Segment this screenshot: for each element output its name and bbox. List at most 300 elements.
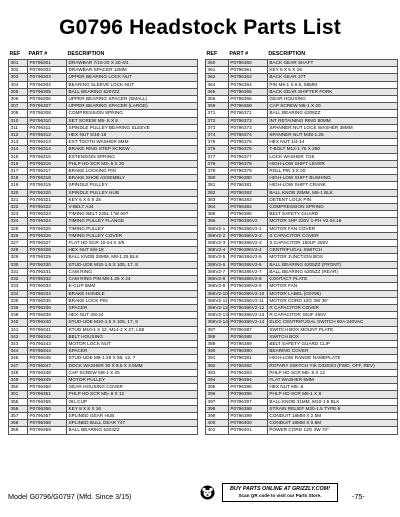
part-number-cell: P0796317 [28,168,67,175]
ref-cell: 302 [9,67,28,74]
table-row [9,146,198,153]
table-row [9,153,198,160]
description-cell: FLAT HD SCR 10-24 X 3/8 [67,240,198,247]
part-number-cell: P0796361 [228,67,267,74]
description-cell: OIL CUP [67,398,198,405]
description-cell: DOCK WASHER 30 X 8.5 X 3.5MM [67,362,198,369]
table-row [206,355,398,362]
description-cell: HEX NUT 5/16-18 [67,132,198,139]
ref-cell: 316 [9,160,28,167]
part-number-cell: P0796312 [28,132,67,139]
part-number-cell: P0796401 [228,427,267,434]
table-row [9,211,198,218]
description-cell: V-BELT A34 [67,204,198,211]
table-row [9,312,198,319]
description-cell: BALL BEARING 6205ZZ (REAR) [267,268,397,275]
part-number-cell: P0796386V2-11 [228,297,267,304]
table-row [206,124,398,131]
description-cell: CENTRIFUGAL SWITCH [267,247,397,254]
ref-cell: 386V2-4 [206,247,229,254]
table-row [9,333,198,340]
ref-cell: 303 [9,74,28,81]
part-number-cell: P0796382 [228,189,267,196]
table-header [206,51,398,60]
part-number-cell: P0796355 [28,398,67,405]
description-cell: CONDUIT 18MM X 0.5M [267,420,397,427]
description-cell: MOTOR FAN [267,283,397,290]
table-row [206,225,398,232]
part-number-cell: P0796306 [28,96,67,103]
description-cell: E-CLIP 5MM [67,283,198,290]
table-row [9,268,198,275]
table-row [206,132,398,139]
description-cell: T-BOLT M12-1.75 X 250 [267,146,397,153]
table-row [206,398,398,405]
part-number-cell: P0796351 [28,391,67,398]
part-number-cell: P0796380 [228,175,267,182]
part-number-cell: P0796390 [228,348,267,355]
ref-cell: 343 [9,340,28,347]
part-number-cell: P0796375 [228,139,267,146]
description-cell: DRAWBAR 7/16-20 X 20-3/4 [67,60,198,67]
description-cell: SWITCH BOX [267,333,397,340]
table-row [9,427,198,434]
ref-cell: 382 [206,189,229,196]
part-number-cell: P0796311 [28,124,67,131]
part-number-cell: P0796384 [228,204,267,211]
table-row [9,384,198,391]
ref-cell: 386V2-9 [206,283,229,290]
part-number-cell: P0796334 [28,290,67,297]
ref-cell: 360 [206,60,229,67]
description-cell: HIGH-LOW SHIFT LEVER [267,160,397,167]
table-row [9,355,198,362]
table-row [206,319,398,326]
table-row [206,175,398,182]
description-cell: COMPRESSION SPRING [67,110,198,117]
ref-cell: 392 [206,362,229,369]
part-number-cell: P0796365 [228,88,267,95]
ref-cell: 333 [9,283,28,290]
description-cell: FLAT WASHER 5MM [267,376,397,383]
ref-cell: 386V2-1 [206,225,229,232]
description-cell: UPPER BEARING SPACER (LARGE) [67,103,198,110]
ref-cell: 313 [9,139,28,146]
table-row [9,261,198,268]
table-row [206,96,398,103]
description-cell: BELT HOUSING [67,333,198,340]
description-cell: STUD-UDE M10-1.5 X 105, 17, 8 [67,319,198,326]
part-number-cell: P0796381 [228,182,267,189]
ref-cell: 399 [206,412,229,419]
description-cell: STRAIN RELIEF M20-1.5 TYPE-5 [267,405,397,412]
table-row [206,376,398,383]
part-number-cell: P0796386V2-3 [228,240,267,247]
part-number-cell: P0796313 [28,139,67,146]
description-cell: STUD-UDE M10-1.5 X 105, 17, 8 [67,261,198,268]
ref-cell: 374 [206,132,229,139]
part-number-cell: P0796344 [28,348,67,355]
table-row [9,96,198,103]
table-row [9,132,198,139]
part-number-cell: P0796386V2 [228,218,267,225]
table-row [9,124,198,131]
ref-cell: 397 [206,398,229,405]
table-row [206,211,398,218]
ref-cell: 386V2-13 [207,312,228,318]
description-cell: BALL KNOB 28MM, M8-1.25 BLK [67,254,198,261]
description-cell: MOTOR LABEL (G0796) [267,290,397,297]
ref-cell: 386V2-7 [206,268,229,275]
ref-cell: 401 [206,427,229,434]
table-row [9,420,198,427]
table-row [9,74,198,81]
part-number-cell: P0796385 [228,211,267,218]
part-number-cell: P0796386V2-5 [228,254,267,261]
part-number-cell: P0796329 [28,254,67,261]
part-number-cell: P0796333 [28,283,67,290]
description-cell: PHLP HD SCR M5-.8 X 12 [67,391,198,398]
ref-cell: 329 [9,254,28,261]
ref-cell: 373 [206,124,229,131]
ref-cell: 391 [206,355,229,362]
ref-cell: 381 [206,182,229,189]
table-row [9,225,198,232]
description-cell: BEARING SLEEVE LOCK NUT [67,81,198,88]
table-row [9,362,198,369]
table-row [206,333,398,340]
description-cell: BRAKE LOCK PIN [67,297,198,304]
header-part: PART # [229,51,249,57]
table-row [206,268,398,275]
description-cell: HEX NUT 3/8-24 [67,312,198,319]
table-row [206,160,398,167]
description-cell: BALL KNOB 31MM, M10-1.5 BLK [267,398,397,405]
table-row [9,319,198,326]
part-number-cell: P0796378 [228,160,267,167]
ref-cell: 315 [9,153,28,160]
description-cell: BACK GEAR 27T [267,74,397,81]
table-row [206,74,398,81]
part-number-cell: P0796399 [228,412,267,419]
ref-cell: 327 [9,240,28,247]
table-row [9,196,198,203]
table-row [9,189,198,196]
table-row [9,182,198,189]
table-row [9,204,198,211]
part-number-cell: P0796391 [228,355,267,362]
table-row [206,297,398,304]
ref-cell: 351 [9,391,28,398]
part-number-cell: P0796348 [28,369,67,376]
description-cell: BALL BEARING 6203ZZ [67,427,198,434]
table-row [9,304,198,311]
part-number-cell: P0796366 [228,96,267,103]
ref-cell: 383 [206,196,229,203]
ref-cell: 331 [9,268,28,275]
table-row [9,297,198,304]
description-cell: SPACER [67,304,198,311]
description-cell: HIGH-LOW SHIFT BUSHING [267,175,397,182]
description-cell: SPANNER NUT M38-1.25 [267,132,397,139]
part-number-cell: P0796362 [228,74,267,81]
part-number-cell: P0796310 [28,117,67,124]
part-number-cell: P0796359 [28,427,67,434]
description-cell: R CAPACITOR COVER [267,304,397,311]
table-row [9,218,198,225]
description-cell: KEY 6 X 6 X 25 [67,196,198,203]
part-number-cell: P0796358 [28,420,67,427]
ref-cell: 362 [206,74,229,81]
table-row [206,340,398,347]
ref-cell: 317 [9,168,28,175]
table-row [9,326,198,333]
ref-cell: 347 [9,362,28,369]
table-row [206,117,398,124]
part-number-cell: P0796386V2-9 [228,283,267,290]
ref-cell: 340 [9,319,28,326]
header-description: DESCRIPTION [67,51,105,57]
description-cell: PHLP HD SCR M6-1 X 8 [267,391,397,398]
description-cell: MOTOR LOCK NUT [67,340,198,347]
parts-table-right [205,51,398,435]
part-number-cell: P0796320 [28,189,67,196]
parts-table-left [8,51,198,435]
ref-cell: 301 [9,60,28,67]
description-cell: BRAKE LOCKING PIN [67,168,198,175]
part-number-cell: P0796377 [228,153,267,160]
part-number-cell: P0796307 [28,103,67,110]
ref-cell: 334 [9,290,28,297]
ref-cell: 400 [206,420,229,427]
ref-cell: 321 [9,196,28,203]
description-cell: UPPER BEARING SPACER (SMALL) [67,96,198,103]
part-number-cell: P0796386V2-14 [228,319,267,326]
ref-cell: 342 [9,333,28,340]
ref-cell: 365 [206,88,229,95]
description-cell: SPINDLE PULLEY HUB [67,189,198,196]
ref-cell: 339 [9,312,28,319]
part-number-cell: P0796326 [28,232,67,239]
part-number-cell: P0796386V2-10 [228,290,267,297]
table-row [206,196,398,203]
buy-parts-headline: BUY PARTS ONLINE AT GRIZZLY.COM! [229,486,331,492]
part-number-cell: P0796386V2-1 [228,225,267,232]
ref-cell: 386V2-14 [207,319,228,325]
part-number-cell: P0796330 [28,261,67,268]
ref-cell: 310 [9,117,28,124]
table-row [9,117,198,124]
ref-cell: 375 [206,139,229,146]
ref-cell: 386V2-10 [207,290,228,296]
ref-cell: 371 [206,110,229,117]
table-row [206,391,398,398]
part-number-cell: P0796396 [228,391,267,398]
table-row [9,340,198,347]
table-row [9,369,198,376]
table-row [9,391,198,398]
ref-cell: 332 [9,276,28,283]
description-cell: S CAPACITOR 150UF 250V [267,240,397,247]
header-ref: REF [9,51,21,57]
description-cell: CAM RING PIN M8-1.25 X 24 [67,276,198,283]
header-description: DESCRIPTION [268,51,306,57]
table-row [9,88,198,95]
part-number-cell: P0796327 [28,240,67,247]
table-row [206,427,398,434]
part-number-cell: P0796357 [28,412,67,419]
table-row [206,312,398,319]
ref-cell: 318 [9,175,28,182]
ref-cell: 377 [206,153,229,160]
description-cell: TIMING PULLEY COVER [67,232,198,239]
description-cell: BALL BEARING 6205ZZ (FRONT) [267,261,397,268]
description-cell: BRAKE HANDLE [67,290,198,297]
ref-cell: 336 [9,304,28,311]
part-number-cell: P0796360 [228,60,267,67]
ref-cell: 385 [206,211,229,218]
description-cell: MOTOR CORD 12G 3W 36" [267,297,397,304]
table-row [206,240,398,247]
table-row [206,139,398,146]
description-cell: HIGH-LOW SHIFT CRANK [267,182,397,189]
part-number-cell: P0796342 [28,333,67,340]
ref-cell: 361 [206,67,229,74]
ref-cell: 384 [206,204,229,211]
part-number-cell: P0796379 [228,168,267,175]
table-row [206,110,398,117]
part-number-cell: P0796340 [28,319,67,326]
description-cell: INT RETAINING RING 80MM [267,117,397,124]
table-row [9,254,198,261]
part-number-cell: P0796373 [228,124,267,131]
table-row [206,182,398,189]
ref-cell: 386V2-6 [206,261,229,268]
buy-parts-subline: Scan QR code to visit our Parts Store. [238,493,322,498]
part-number-cell: P0796349 [28,376,67,383]
ref-cell: 304 [9,81,28,88]
part-number-cell: P0796345 [28,355,67,362]
table-row [206,384,398,391]
part-number-cell: P0796386V2-7 [228,268,267,275]
ref-cell: 395 [206,384,229,391]
part-number-cell: P0796318 [28,175,67,182]
description-cell: UPPER BEARING LOCK NUT [67,74,198,81]
description-cell: KEY 5 X 5 X 15 [267,67,397,74]
buy-parts-box[interactable] [222,483,338,502]
ref-cell: 305 [9,88,28,95]
part-number-cell: P0796386V2-2 [228,232,267,239]
table-row [206,67,398,74]
description-cell: DRAWBAR SPACER 12MM [67,67,198,74]
table-row [206,369,398,376]
table-row [206,232,398,239]
table-row [206,168,398,175]
table-row [9,81,198,88]
part-number-cell: P0796315 [28,153,67,160]
table-row [206,420,398,427]
description-cell: ROLL PIN 3 X 20 [267,168,397,175]
description-cell: BACK GEAR SHIFTER FORK [267,88,397,95]
description-cell: MOTOR PULLEY [67,376,198,383]
part-number-cell: P0796388 [228,333,267,340]
table-row [206,153,398,160]
table-row [9,67,198,74]
part-number-cell: P0796324 [28,218,67,225]
ref-cell: 341 [9,326,28,333]
description-cell: BELT SAFETY GUARD [267,211,397,218]
part-number-cell: P0796394 [228,376,267,383]
description-cell: SPANNER NUT LOCK WASHER 38MM [267,124,397,131]
description-cell: BRAKE RING STEP SCREW [67,146,198,153]
ref-cell: 386V2-8 [206,276,229,283]
ref-cell: 398 [206,405,229,412]
part-number-cell: P0796386V2-12 [228,304,267,311]
description-cell: BALL BEARING 6208ZZ [267,110,397,117]
part-number-cell: P0796386V2-13 [228,312,267,319]
ref-cell: 348 [9,369,28,376]
table-row [206,348,398,355]
description-cell: COMPRESSION SPRING [267,204,397,211]
table-row [206,254,398,261]
ref-cell: 386V2-3 [206,240,229,247]
part-number-cell: P0796389 [228,340,267,347]
description-cell: LOCK WASHER 7/16 [267,153,397,160]
ref-cell: 335 [9,297,28,304]
description-cell: TIMING BELT 225L 1"W 60T [67,211,198,218]
part-number-cell: P0796398 [228,405,267,412]
table-row [9,247,198,254]
ref-cell: 325 [9,225,28,232]
table-row [206,81,398,88]
part-number-cell: P0796332 [28,276,67,283]
part-number-cell: P0796314 [28,146,67,153]
part-number-cell: P0796302 [28,67,67,74]
table-row [9,405,198,412]
description-cell: STUD M10-1 X 12, M14-2 X 27, L58 [67,326,198,333]
description-cell: SWITCH BOX MOUNT PLATE [267,326,397,333]
ref-cell: 393 [206,369,229,376]
ref-cell: 386V2-5 [206,254,229,261]
table-row [9,348,198,355]
part-number-cell: P0796371 [228,110,267,117]
part-number-cell: P0796339 [28,312,67,319]
part-number-cell: P0796305 [28,88,67,95]
ref-cell: 323 [9,211,28,218]
description-cell: HEX NUT 1/4-14 [267,139,397,146]
ref-cell: 369 [206,103,229,110]
ref-cell: 372 [206,117,229,124]
part-number-cell: P0796343 [28,340,67,347]
ref-cell: 357 [9,412,28,419]
description-cell: ROTARY SWITCH YIK D3203/3 (FWD, OFF, REV) [267,362,397,369]
part-number-cell: P0796331 [28,268,67,275]
table-row [206,412,398,419]
ref-cell: 358 [9,420,28,427]
part-number-cell: P0796303 [28,74,67,81]
description-cell: MOTOR JUNCTION BOX [267,254,397,261]
description-cell: SET SCREW M5-.8 X 8 [67,117,198,124]
part-number-cell: P0796328 [28,247,67,254]
description-cell: R CAPACITOR 40UF 450V [267,312,397,319]
grizzly-bear-logo-icon [200,485,215,500]
ref-cell: 356 [9,405,28,412]
ref-cell: 349 [9,376,28,383]
part-number-cell: P0796323 [28,211,67,218]
part-number-cell: P0796386V2-6 [228,261,267,268]
description-cell: KEY 8 X 8 X 16 [67,405,198,412]
description-cell: BELT SAFETY GUARD CLIP [267,340,397,347]
